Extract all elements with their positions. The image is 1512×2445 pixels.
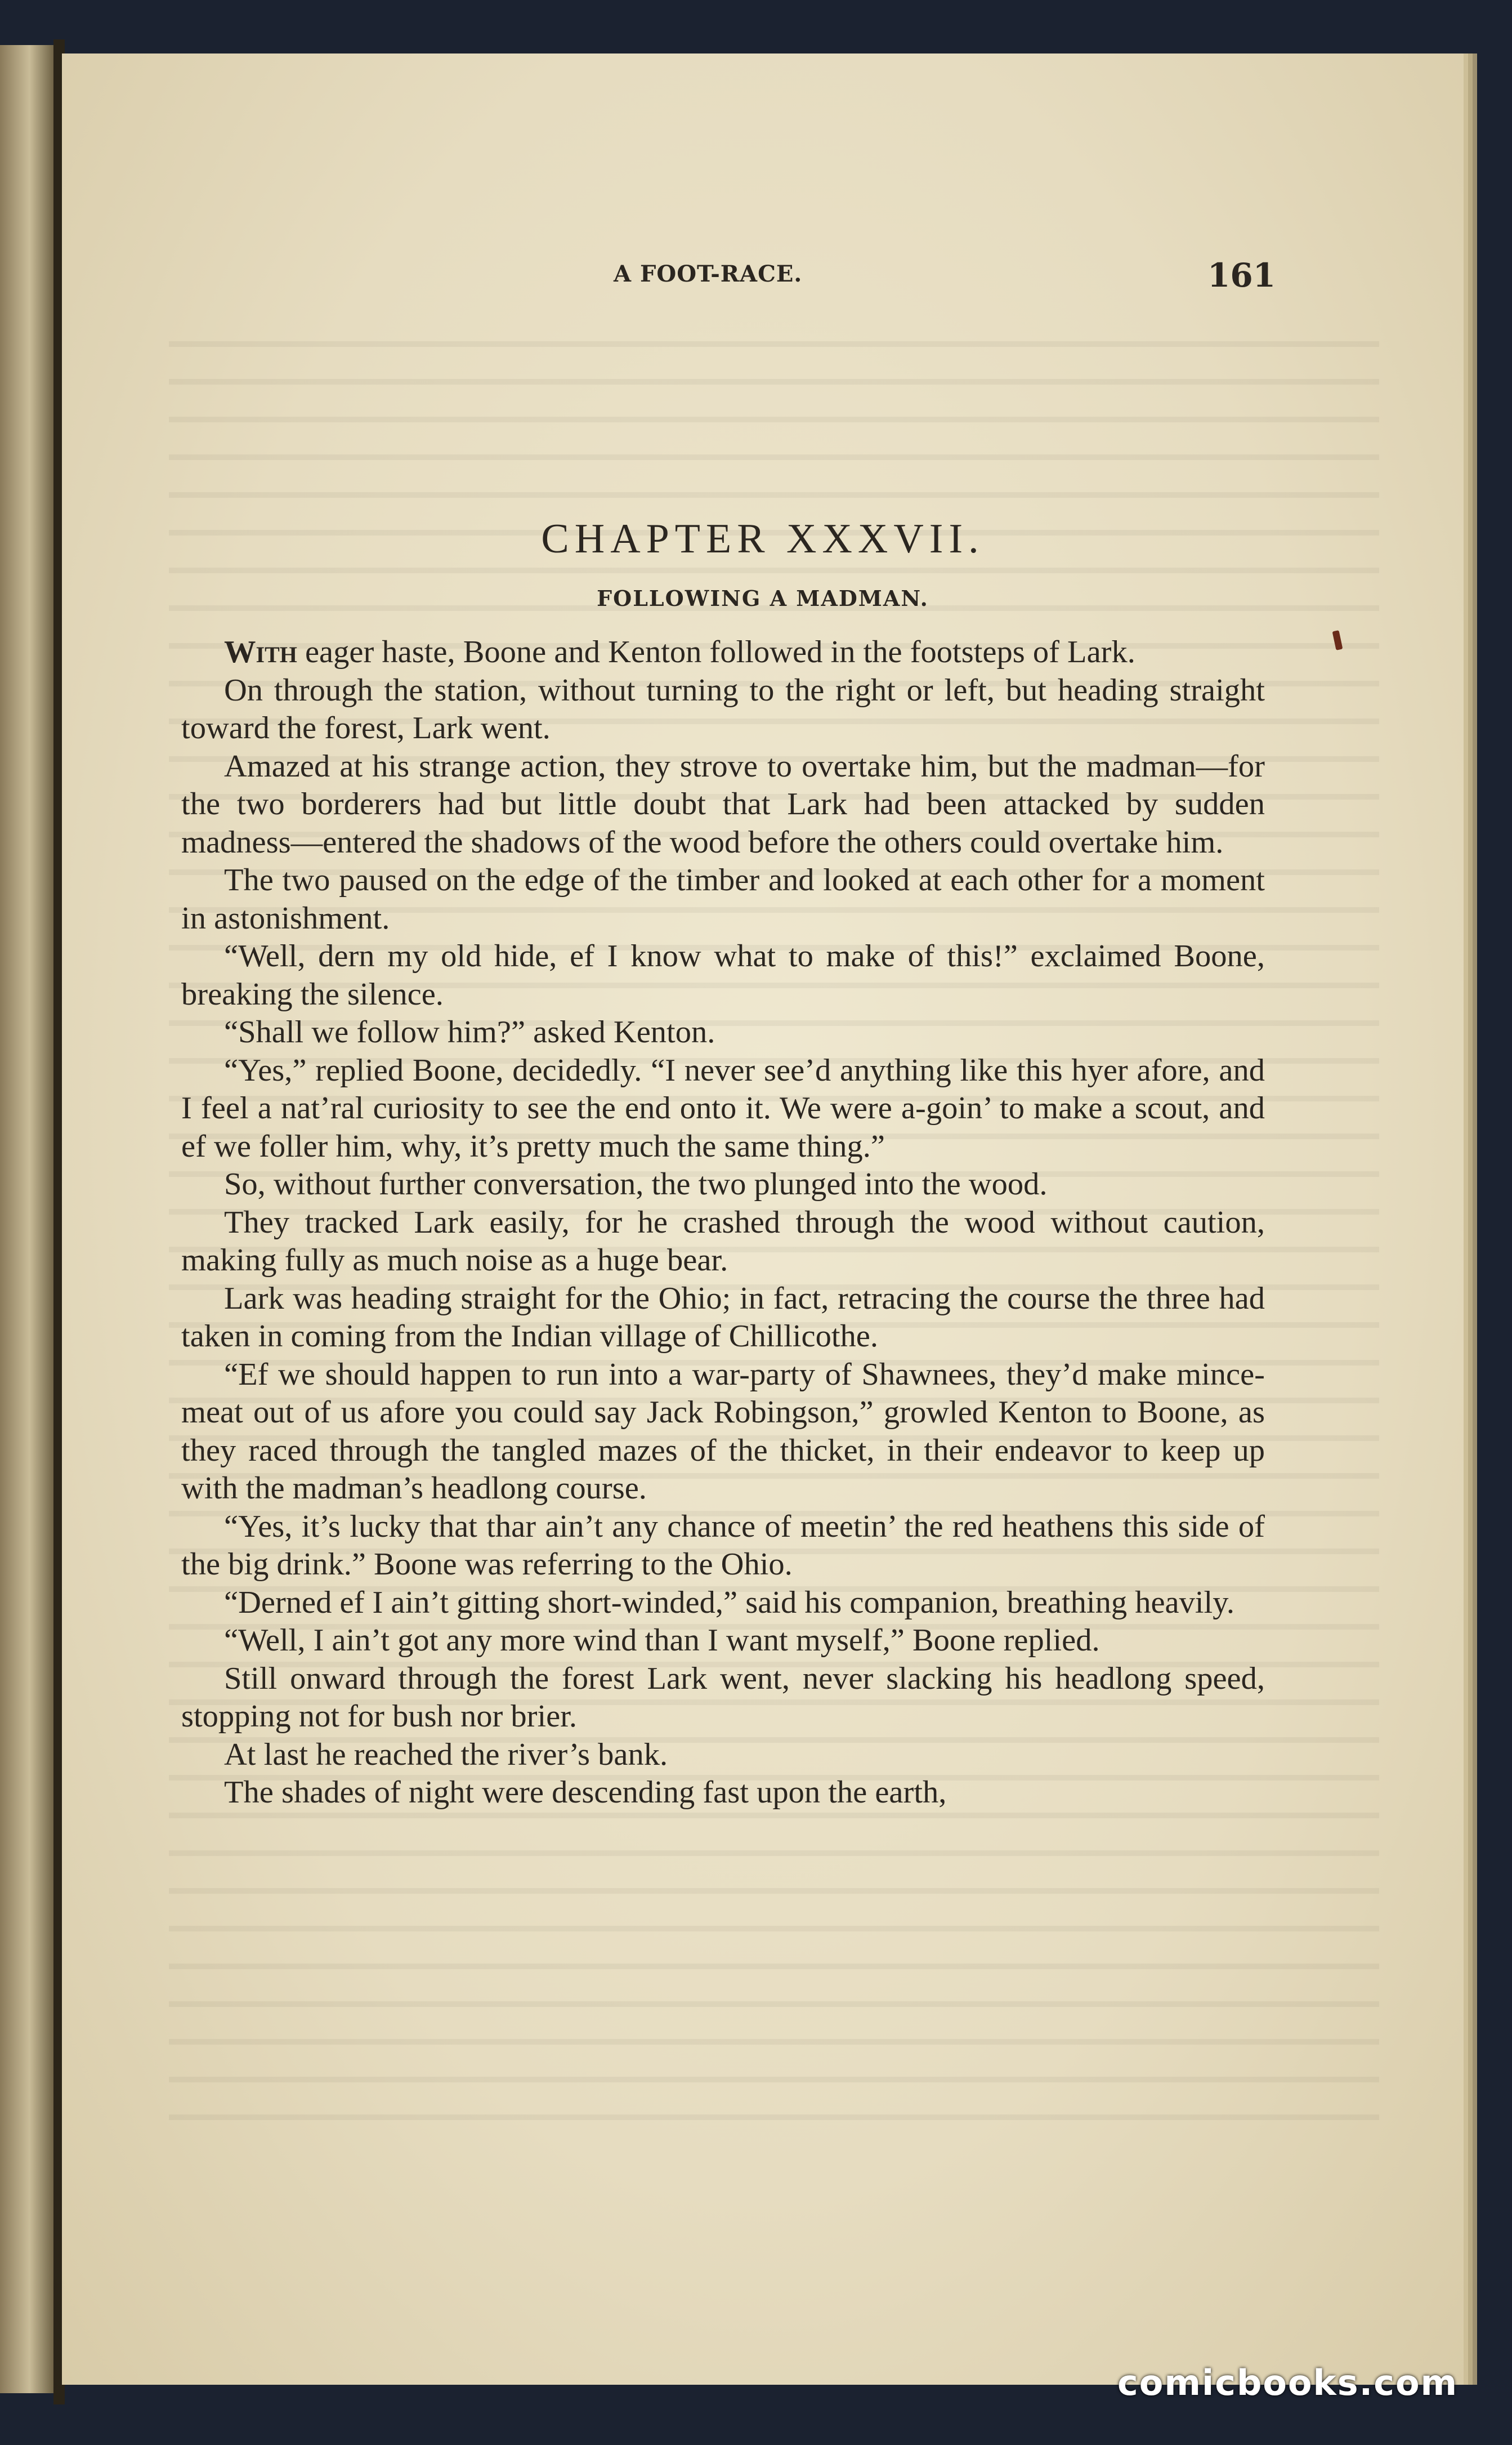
paragraph: So, without further conversation, the two plunged into the wood. <box>224 1167 1048 1202</box>
paragraph: The shades of night were descending fast upon the earth, <box>224 1775 947 1810</box>
paragraph: The two paused on the edge of the timber and looked at each other for a moment in astonishment. <box>181 863 1265 936</box>
paragraph: “Yes,” replied Boone, decidedly. “I never see’d anything like this hyer afore, and I feel a nat’ral curiosity to see the end onto it. We were a-goin’ to make a scout, and ef we foller him, why, it’s pretty much the same thing.” <box>181 1052 1265 1164</box>
page-number: 161 <box>1207 256 1276 295</box>
chapter-body <box>181 633 1265 1812</box>
paragraph: Lark was heading straight for the Ohio; in fact, retracing the course the three had taken in coming from the Indian village of Chillicothe. <box>181 1280 1265 1354</box>
paragraph: At last he reached the river’s bank. <box>224 1737 668 1772</box>
paragraph: “Ef we should happen to run into a war-party of Shawnees, they’d make mince-meat out of us afore you could say Jack Robingson,” growled Kenton to Boone, as they raced through the tangled mazes of the thicket, in their endeavor to keep up with the madman’s headlong course. <box>181 1357 1265 1506</box>
paragraph: They tracked Lark easily, for he crashed through the wood without caution, making fully as much noise as a huge bear. <box>181 1204 1265 1278</box>
paragraph: “Yes, it’s lucky that thar ain’t any chance of meetin’ the red heathens this side of the big drink.” Boone was referring to the Ohio. <box>181 1509 1265 1582</box>
paragraph: “Derned ef I ain’t gitting short-winded,” said his companion, breathing heavily. <box>224 1585 1234 1620</box>
paragraph: “Well, dern my old hide, ef I know what to make of this!” exclaimed Boone, breaking the silence. <box>181 939 1265 1012</box>
site-watermark: comicbooks.com <box>1117 2362 1459 2403</box>
paragraph: “Well, I ain’t got any more wind than I want myself,” Boone replied. <box>224 1623 1100 1658</box>
paragraph: Still onward through the forest Lark went, never slacking his headlong speed, stopping not for bush nor brier. <box>181 1661 1265 1734</box>
opening-paragraph-text: eager haste, Boone and Kenton followed in the footsteps of Lark. <box>297 635 1135 670</box>
running-head <box>62 256 1464 301</box>
paragraph: Amazed at his strange action, they strove to overtake him, but the madman—for the two borderers had but little doubt that Lark had been attacked by sudden madness—entered the shadows of the wood before the others could overtake him. <box>181 748 1265 860</box>
opening-word: With <box>224 635 297 670</box>
paragraph: On through the station, without turning to the right or left, but heading straight toward the forest, Lark went. <box>181 672 1265 746</box>
book-page <box>62 53 1464 2385</box>
left-page-edge <box>0 45 53 2393</box>
chapter-subtitle: FOLLOWING A MADMAN. <box>597 586 929 611</box>
paragraph: “Shall we follow him?” asked Kenton. <box>224 1015 715 1050</box>
running-head-title: A FOOT-RACE. <box>614 261 803 287</box>
chapter-title: CHAPTER XXXVII. <box>541 516 985 562</box>
paragraph <box>181 633 1265 672</box>
